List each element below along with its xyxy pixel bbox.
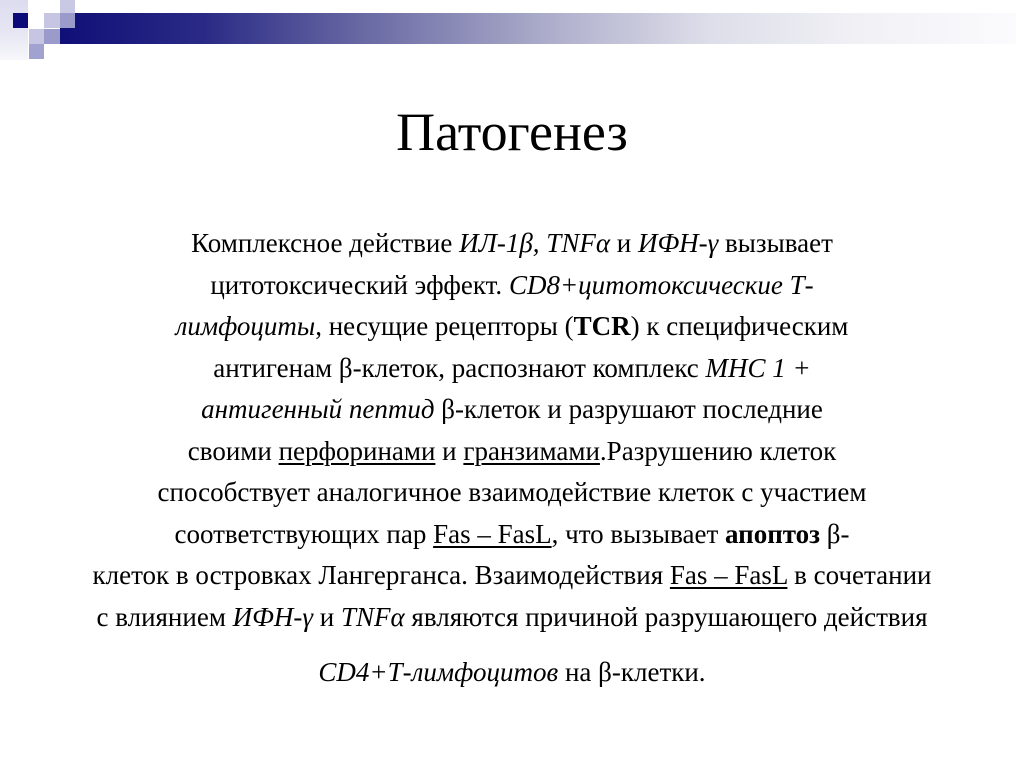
slide-body-text: [40, 223, 984, 694]
text-run-normal: с влиянием: [96, 601, 233, 632]
header-gradient-bar: [60, 13, 1016, 44]
text-run-normal: и: [435, 435, 464, 466]
body-line: [40, 265, 984, 307]
text-run-italic: МНС 1 +: [705, 352, 811, 383]
text-run-normal: , несущие рецепторы (: [315, 311, 574, 341]
body-line: [40, 389, 984, 431]
text-run-normal: β-клеток и разрушают последние: [434, 394, 823, 424]
text-run-normal: β-: [820, 518, 850, 549]
text-run-normal: своими: [187, 435, 279, 466]
text-run-normal: клеток в островках Лангерганса. Взаимодействия: [92, 560, 670, 590]
text-run-normal: и: [610, 228, 638, 258]
text-run-italic: ИФН-γ: [232, 601, 313, 632]
text-run-normal: в сочетании: [787, 560, 932, 590]
text-run-normal: , что вызывает: [551, 518, 725, 549]
text-run-italic: лимфоциты: [175, 311, 316, 341]
body-line: [40, 223, 984, 265]
text-run-italic: TNFα: [340, 601, 405, 632]
logo-gradient-strip: [0, 0, 28, 60]
text-run-underline: перфоринами: [278, 435, 436, 466]
logo-square-medium: [60, 13, 75, 28]
body-line: [40, 555, 984, 597]
text-run-normal: вызывает: [718, 228, 833, 258]
text-run-normal: цитотоксический эффект.: [210, 269, 509, 300]
body-line: [40, 472, 984, 514]
text-run-italic: CD4+Т-лимфоцитов: [318, 657, 559, 687]
body-line: [40, 652, 984, 694]
text-run-italic: ИФН-γ: [637, 228, 719, 258]
slide-title: Патогенез: [396, 102, 628, 162]
body-line: [40, 348, 984, 390]
text-run-normal: способствует аналогичное взаимодействие клеток с участием: [157, 477, 867, 507]
text-run-italic: антигенный пептид: [201, 394, 435, 424]
text-run-italic: CD8+цитотоксические Т-: [508, 269, 814, 300]
logo-square-medium-lower: [44, 29, 60, 44]
logo-square-dark: [13, 13, 28, 28]
text-run-normal: являются причиной разрушающего действия: [404, 601, 928, 632]
text-run-normal: на β-клетки.: [558, 657, 706, 687]
logo-square-light-lower: [29, 29, 44, 44]
logo-square-light-top: [60, 0, 75, 13]
text-run-normal: и: [313, 601, 341, 632]
text-run-underline: Fas – FasL: [669, 560, 788, 590]
body-line: [40, 514, 984, 556]
text-run-normal: .Разрушению клеток: [599, 435, 837, 466]
body-line: [40, 597, 984, 639]
text-run-underline: Fas – FasL: [433, 518, 552, 549]
logo-square-light: [44, 13, 60, 28]
text-run-underline: гранзимами: [463, 435, 600, 466]
body-line: [40, 431, 984, 473]
logo-square-medium-bottom: [29, 44, 44, 59]
text-run-normal: антигенам β-клеток, распознают комплекс: [213, 352, 706, 383]
body-line: [40, 306, 984, 348]
text-run-normal: ) к специфическим: [630, 311, 849, 341]
text-run-bold: апоптоз: [725, 518, 821, 549]
text-run-normal: соответствующих пар: [174, 518, 434, 549]
text-run-normal: Комплексное действие: [191, 228, 460, 258]
text-run-italic: ИЛ-1β, TNFα: [459, 228, 610, 258]
text-run-bold: TCR: [573, 311, 631, 341]
